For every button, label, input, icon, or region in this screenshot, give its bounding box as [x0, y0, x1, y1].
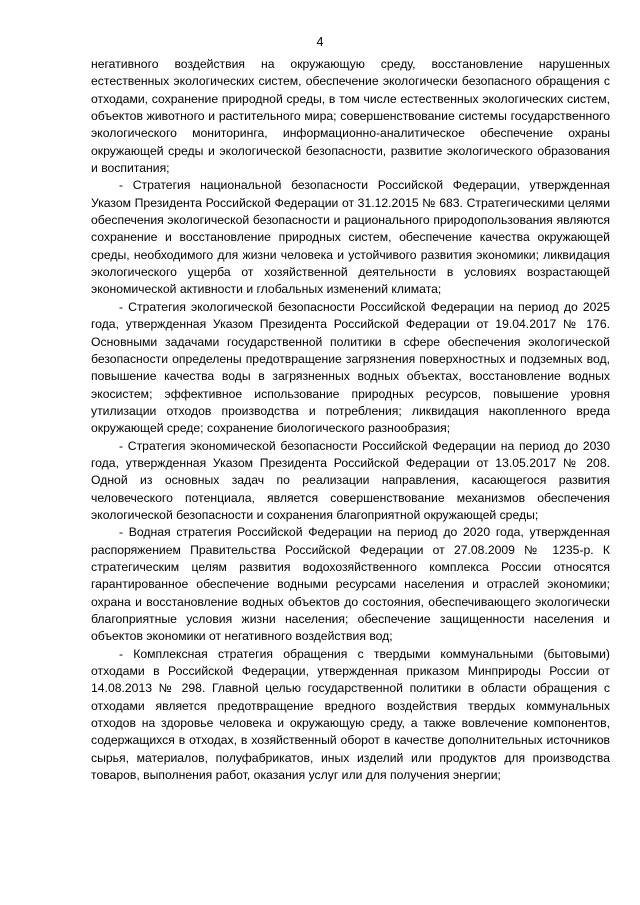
paragraph-ecological-security-strategy: - Стратегия экологической безопасности Российской Федерации на период до 2025 года, утвержденная Указом Президента Российской Федерации от 19.04.2017 № 176. Основными задачами государственной политики в сфере обеспечения экологической безопасности определены предотвращение загрязнения поверхностных и подземных вод, повышение качества воды в загрязненных водных объектах, восстановление водных экосистем; эффективное использование природных ресурсов, повышение уровня утилизации отходов производства и потребления; ликвидация накопленного вреда окружающей среде; сохранение биологического разнообразия; [91, 299, 610, 436]
paragraph-water-strategy: - Водная стратегия Российской Федерации на период до 2020 года, утвержденная распоряжением Правительства Российской Федерации от 27.08.2009 № 1235-р. К стратегическим целям развития водохозяйственного комплекса России относятся гарантированное обеспечение водными ресурсами населения и отраслей экономики; охрана и восстановление водных объектов до состояния, обеспечивающего экологически благоприятные условия жизни населения; обеспечение защищенности населения и объектов экономики от негативного воздействия вод; [91, 525, 610, 644]
paragraph-economic-security-strategy: - Стратегия экономической безопасности Российской Федерации на период до 2030 года, утвержденная Указом Президента Российской Федерации от 13.05.2017 № 208. Одной из основных задач по реализации направления, касающегося развития человеческого потенциала, является совершенствование механизмов обеспечения экологической безопасности и сохранения благоприятной окружающей среды; [91, 438, 610, 522]
paragraph-continuation: негативного воздействия на окружающую среду, восстановление нарушенных естественных экологических систем, обеспечение экологически безопасного обращения с отходами, сохранение природной среды, в том числе естественных экологических систем, объектов животного и растительного мира; совершенствование системы государственного экологического мониторинга, информационно-аналитическое обеспечение охраны окружающей среды и экологической безопасности, развитие экологического образования и воспитания; [91, 57, 610, 176]
document-body [91, 56, 610, 784]
page-number: 4 [316, 35, 324, 49]
paragraph-waste-strategy: - Комплексная стратегия обращения с твердыми коммунальными (бытовыми) отходами в Российской Федерации, утвержденная приказом Минприроды России от 14.08.2013 № 298. Главной целью государственной политики в области обращения с отходами является предотвращение вредного воздействия твердых коммунальных отходов на здоровье человека и окружающую среду, а также вовлечение компонентов, содержащихся в отходах, в хозяйственный оборот в качестве дополнительных источников сырья, материалов, полуфабрикатов, иных изделий или продуктов для производства товаров, выполнения работ, оказания услуг или для получения энергии; [91, 646, 610, 783]
paragraph-national-security-strategy: - Стратегия национальной безопасности Российской Федерации, утвержденная Указом Президента Российской Федерации от 31.12.2015 № 683. Стратегическими целями обеспечения экологической безопасности и рационального природопользования являются сохранение и восстановление природных систем, обеспечение качества окружающей среды, необходимого для жизни человека и устойчивого развития экономики; ликвидация экологического ущерба от хозяйственной деятельности в условиях возрастающей экономической активности и глобальных изменений климата; [91, 178, 610, 297]
